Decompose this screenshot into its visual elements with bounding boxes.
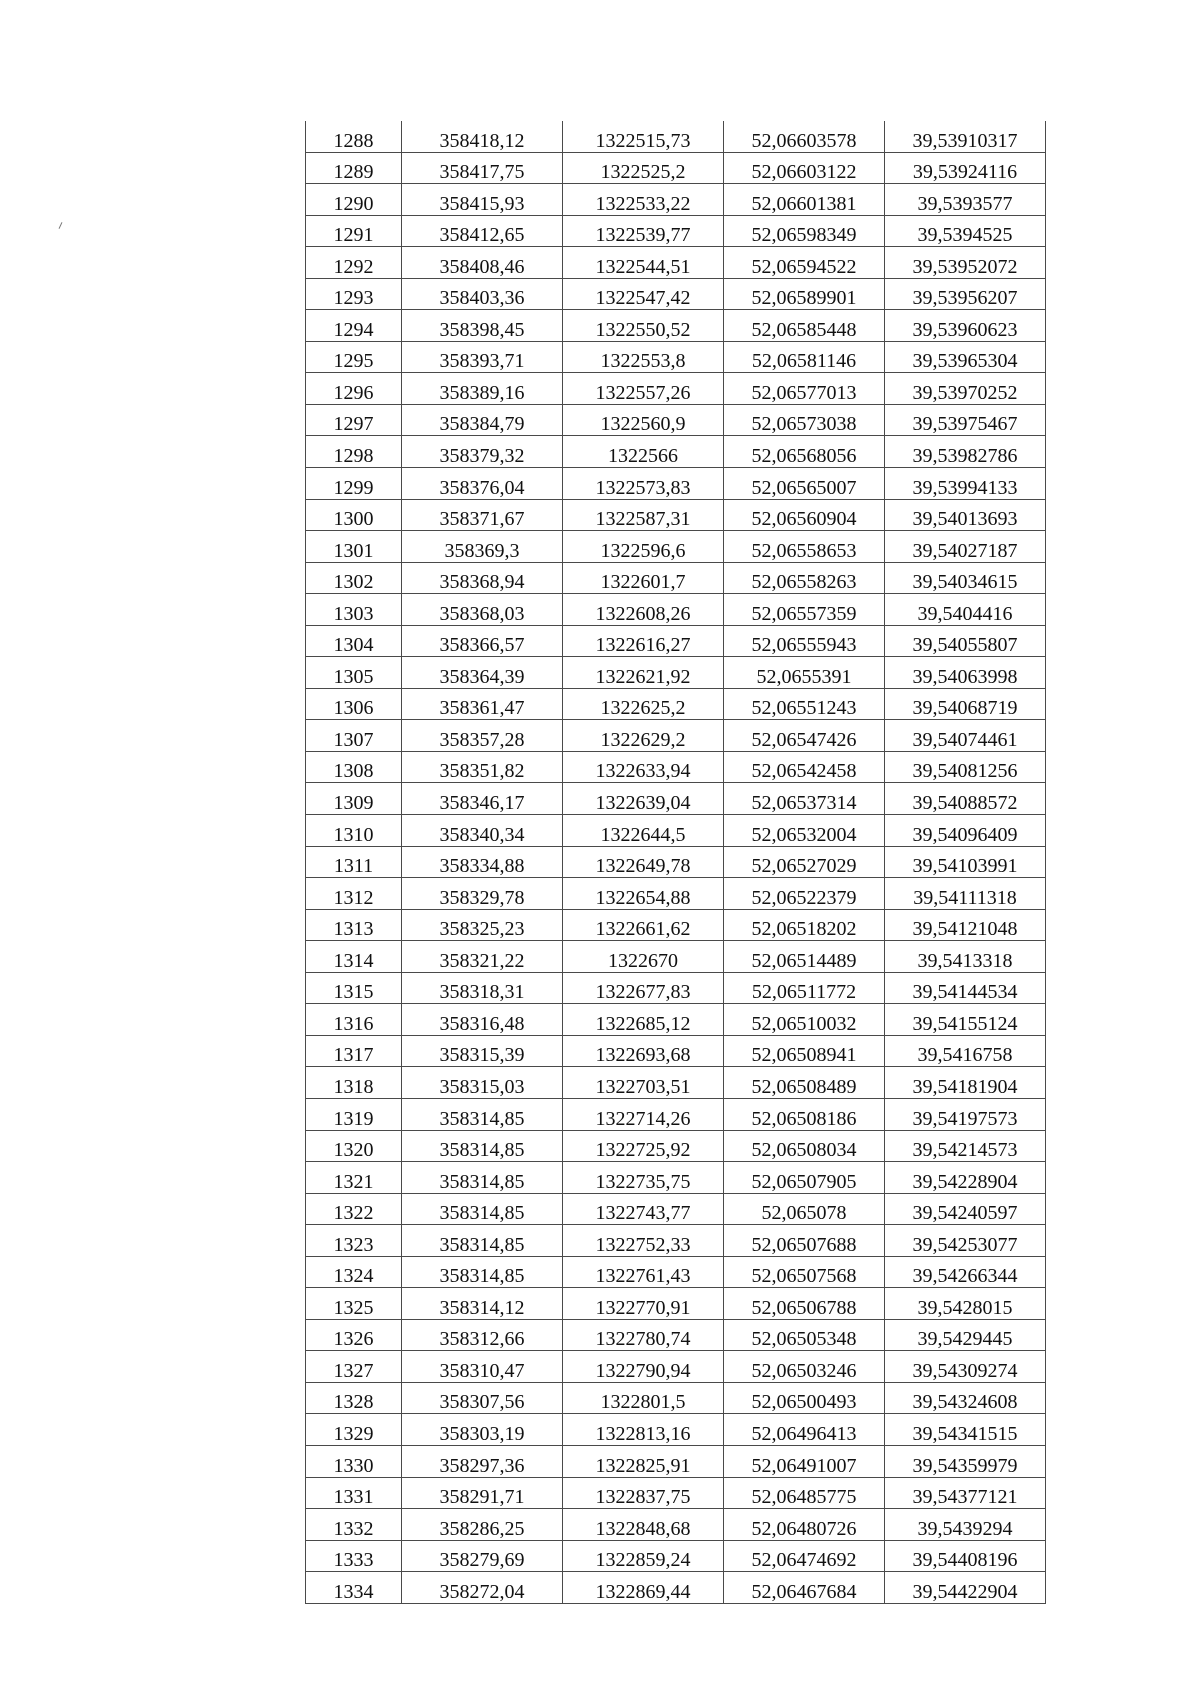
table-row <box>306 278 1046 310</box>
latitude-cell: 52,06581146 <box>724 341 885 373</box>
y-coordinate-cell: 1322837,75 <box>563 1477 724 1509</box>
latitude-cell: 52,06508186 <box>724 1098 885 1130</box>
point-number-cell: 1323 <box>306 1225 402 1257</box>
y-coordinate-cell: 1322670 <box>563 941 724 973</box>
x-coordinate-cell: 358314,85 <box>402 1162 563 1194</box>
longitude-cell: 39,54096409 <box>885 815 1046 847</box>
table-row <box>306 341 1046 373</box>
point-number-cell: 1297 <box>306 404 402 436</box>
table-row <box>306 121 1046 152</box>
x-coordinate-cell: 358314,85 <box>402 1256 563 1288</box>
point-number-cell: 1298 <box>306 436 402 468</box>
x-coordinate-cell: 358286,25 <box>402 1509 563 1541</box>
longitude-cell: 39,54144534 <box>885 972 1046 1004</box>
latitude-cell: 52,06522379 <box>724 878 885 910</box>
latitude-cell: 52,06500493 <box>724 1382 885 1414</box>
y-coordinate-cell: 1322825,91 <box>563 1445 724 1477</box>
table-row <box>306 1319 1046 1351</box>
latitude-cell: 52,06508489 <box>724 1067 885 1099</box>
x-coordinate-cell: 358371,67 <box>402 499 563 531</box>
latitude-cell: 52,06558263 <box>724 562 885 594</box>
table-row <box>306 499 1046 531</box>
latitude-cell: 52,06603122 <box>724 152 885 184</box>
table-row <box>306 468 1046 500</box>
table-row <box>306 1035 1046 1067</box>
longitude-cell: 39,54103991 <box>885 846 1046 878</box>
table-row <box>306 941 1046 973</box>
longitude-cell: 39,53956207 <box>885 278 1046 310</box>
x-coordinate-cell: 358321,22 <box>402 941 563 973</box>
x-coordinate-cell: 358368,94 <box>402 562 563 594</box>
x-coordinate-cell: 358346,17 <box>402 783 563 815</box>
table-row <box>306 184 1046 216</box>
point-number-cell: 1312 <box>306 878 402 910</box>
y-coordinate-cell: 1322547,42 <box>563 278 724 310</box>
x-coordinate-cell: 358314,12 <box>402 1288 563 1320</box>
point-number-cell: 1321 <box>306 1162 402 1194</box>
y-coordinate-cell: 1322621,92 <box>563 657 724 689</box>
table-row <box>306 720 1046 752</box>
longitude-cell: 39,54228904 <box>885 1162 1046 1194</box>
x-coordinate-cell: 358361,47 <box>402 688 563 720</box>
y-coordinate-cell: 1322813,16 <box>563 1414 724 1446</box>
x-coordinate-cell: 358314,85 <box>402 1098 563 1130</box>
point-number-cell: 1316 <box>306 1004 402 1036</box>
latitude-cell: 52,06547426 <box>724 720 885 752</box>
longitude-cell: 39,53975467 <box>885 404 1046 436</box>
table-row <box>306 531 1046 563</box>
longitude-cell: 39,54197573 <box>885 1098 1046 1130</box>
point-number-cell: 1331 <box>306 1477 402 1509</box>
point-number-cell: 1288 <box>306 121 402 152</box>
latitude-cell: 52,06594522 <box>724 247 885 279</box>
point-number-cell: 1322 <box>306 1193 402 1225</box>
table-row <box>306 404 1046 436</box>
latitude-cell: 52,06527029 <box>724 846 885 878</box>
y-coordinate-cell: 1322601,7 <box>563 562 724 594</box>
longitude-cell: 39,54034615 <box>885 562 1046 594</box>
y-coordinate-cell: 1322625,2 <box>563 688 724 720</box>
x-coordinate-cell: 358310,47 <box>402 1351 563 1383</box>
latitude-cell: 52,06537314 <box>724 783 885 815</box>
table-row <box>306 1351 1046 1383</box>
y-coordinate-cell: 1322654,88 <box>563 878 724 910</box>
y-coordinate-cell: 1322616,27 <box>563 625 724 657</box>
x-coordinate-cell: 358279,69 <box>402 1540 563 1572</box>
y-coordinate-cell: 1322703,51 <box>563 1067 724 1099</box>
point-number-cell: 1301 <box>306 531 402 563</box>
y-coordinate-cell: 1322550,52 <box>563 310 724 342</box>
longitude-cell: 39,54341515 <box>885 1414 1046 1446</box>
longitude-cell: 39,54266344 <box>885 1256 1046 1288</box>
x-coordinate-cell: 358364,39 <box>402 657 563 689</box>
latitude-cell: 52,06507568 <box>724 1256 885 1288</box>
point-number-cell: 1317 <box>306 1035 402 1067</box>
table-row <box>306 1477 1046 1509</box>
longitude-cell: 39,5404416 <box>885 594 1046 626</box>
latitude-cell: 52,06480726 <box>724 1509 885 1541</box>
point-number-cell: 1320 <box>306 1130 402 1162</box>
point-number-cell: 1305 <box>306 657 402 689</box>
latitude-cell: 52,06568056 <box>724 436 885 468</box>
y-coordinate-cell: 1322649,78 <box>563 846 724 878</box>
longitude-cell: 39,53910317 <box>885 121 1046 152</box>
point-number-cell: 1306 <box>306 688 402 720</box>
longitude-cell: 39,54214573 <box>885 1130 1046 1162</box>
y-coordinate-cell: 1322515,73 <box>563 121 724 152</box>
x-coordinate-cell: 358312,66 <box>402 1319 563 1351</box>
table-row <box>306 1067 1046 1099</box>
table-row <box>306 1540 1046 1572</box>
longitude-cell: 39,54253077 <box>885 1225 1046 1257</box>
latitude-cell: 52,06577013 <box>724 373 885 405</box>
latitude-cell: 52,06508034 <box>724 1130 885 1162</box>
latitude-cell: 52,06558653 <box>724 531 885 563</box>
x-coordinate-cell: 358303,19 <box>402 1414 563 1446</box>
x-coordinate-cell: 358314,85 <box>402 1130 563 1162</box>
point-number-cell: 1302 <box>306 562 402 594</box>
longitude-cell: 39,53965304 <box>885 341 1046 373</box>
longitude-cell: 39,5413318 <box>885 941 1046 973</box>
y-coordinate-cell: 1322553,8 <box>563 341 724 373</box>
x-coordinate-cell: 358384,79 <box>402 404 563 436</box>
latitude-cell: 52,06518202 <box>724 909 885 941</box>
table-row <box>306 1256 1046 1288</box>
x-coordinate-cell: 358316,48 <box>402 1004 563 1036</box>
longitude-cell: 39,5394525 <box>885 215 1046 247</box>
longitude-cell: 39,53994133 <box>885 468 1046 500</box>
latitude-cell: 52,06508941 <box>724 1035 885 1067</box>
point-number-cell: 1315 <box>306 972 402 1004</box>
latitude-cell: 52,06589901 <box>724 278 885 310</box>
y-coordinate-cell: 1322801,5 <box>563 1382 724 1414</box>
longitude-cell: 39,53970252 <box>885 373 1046 405</box>
point-number-cell: 1333 <box>306 1540 402 1572</box>
x-coordinate-cell: 358314,85 <box>402 1193 563 1225</box>
table-row <box>306 878 1046 910</box>
y-coordinate-cell: 1322573,83 <box>563 468 724 500</box>
y-coordinate-cell: 1322566 <box>563 436 724 468</box>
y-coordinate-cell: 1322761,43 <box>563 1256 724 1288</box>
longitude-cell: 39,54074461 <box>885 720 1046 752</box>
y-coordinate-cell: 1322587,31 <box>563 499 724 531</box>
latitude-cell: 52,06603578 <box>724 121 885 152</box>
point-number-cell: 1308 <box>306 751 402 783</box>
y-coordinate-cell: 1322859,24 <box>563 1540 724 1572</box>
y-coordinate-cell: 1322644,5 <box>563 815 724 847</box>
table-row <box>306 1382 1046 1414</box>
latitude-cell: 52,06551243 <box>724 688 885 720</box>
longitude-cell: 39,54088572 <box>885 783 1046 815</box>
latitude-cell: 52,06560904 <box>724 499 885 531</box>
x-coordinate-cell: 358351,82 <box>402 751 563 783</box>
latitude-cell: 52,06542458 <box>724 751 885 783</box>
longitude-cell: 39,54377121 <box>885 1477 1046 1509</box>
y-coordinate-cell: 1322544,51 <box>563 247 724 279</box>
table-row <box>306 594 1046 626</box>
longitude-cell: 39,54155124 <box>885 1004 1046 1036</box>
longitude-cell: 39,5439294 <box>885 1509 1046 1541</box>
table-row <box>306 1098 1046 1130</box>
point-number-cell: 1314 <box>306 941 402 973</box>
point-number-cell: 1326 <box>306 1319 402 1351</box>
y-coordinate-cell: 1322685,12 <box>563 1004 724 1036</box>
y-coordinate-cell: 1322525,2 <box>563 152 724 184</box>
latitude-cell: 52,06506788 <box>724 1288 885 1320</box>
point-number-cell: 1328 <box>306 1382 402 1414</box>
table-row <box>306 436 1046 468</box>
latitude-cell: 52,06565007 <box>724 468 885 500</box>
longitude-cell: 39,54081256 <box>885 751 1046 783</box>
y-coordinate-cell: 1322714,26 <box>563 1098 724 1130</box>
x-coordinate-cell: 358307,56 <box>402 1382 563 1414</box>
table-row <box>306 688 1046 720</box>
y-coordinate-cell: 1322560,9 <box>563 404 724 436</box>
table-row <box>306 1445 1046 1477</box>
y-coordinate-cell: 1322608,26 <box>563 594 724 626</box>
point-number-cell: 1293 <box>306 278 402 310</box>
x-coordinate-cell: 358314,85 <box>402 1225 563 1257</box>
point-number-cell: 1313 <box>306 909 402 941</box>
longitude-cell: 39,5416758 <box>885 1035 1046 1067</box>
latitude-cell: 52,06503246 <box>724 1351 885 1383</box>
y-coordinate-cell: 1322790,94 <box>563 1351 724 1383</box>
point-number-cell: 1310 <box>306 815 402 847</box>
table-row <box>306 1225 1046 1257</box>
longitude-cell: 39,54309274 <box>885 1351 1046 1383</box>
longitude-cell: 39,53952072 <box>885 247 1046 279</box>
y-coordinate-cell: 1322661,62 <box>563 909 724 941</box>
y-coordinate-cell: 1322869,44 <box>563 1572 724 1604</box>
x-coordinate-cell: 358315,03 <box>402 1067 563 1099</box>
stray-pen-mark <box>59 222 63 229</box>
table-row <box>306 1193 1046 1225</box>
table-row <box>306 152 1046 184</box>
table-row <box>306 1572 1046 1604</box>
table-row <box>306 1288 1046 1320</box>
y-coordinate-cell: 1322633,94 <box>563 751 724 783</box>
x-coordinate-cell: 358412,65 <box>402 215 563 247</box>
latitude-cell: 52,06585448 <box>724 310 885 342</box>
point-number-cell: 1332 <box>306 1509 402 1541</box>
longitude-cell: 39,53960623 <box>885 310 1046 342</box>
longitude-cell: 39,54055807 <box>885 625 1046 657</box>
x-coordinate-cell: 358415,93 <box>402 184 563 216</box>
latitude-cell: 52,06598349 <box>724 215 885 247</box>
table-row <box>306 310 1046 342</box>
y-coordinate-cell: 1322533,22 <box>563 184 724 216</box>
latitude-cell: 52,06510032 <box>724 1004 885 1036</box>
y-coordinate-cell: 1322557,26 <box>563 373 724 405</box>
table-row <box>306 657 1046 689</box>
point-number-cell: 1309 <box>306 783 402 815</box>
latitude-cell: 52,06507688 <box>724 1225 885 1257</box>
x-coordinate-cell: 358389,16 <box>402 373 563 405</box>
latitude-cell: 52,06485775 <box>724 1477 885 1509</box>
point-number-cell: 1319 <box>306 1098 402 1130</box>
y-coordinate-cell: 1322848,68 <box>563 1509 724 1541</box>
x-coordinate-cell: 358403,36 <box>402 278 563 310</box>
x-coordinate-cell: 358366,57 <box>402 625 563 657</box>
x-coordinate-cell: 358297,36 <box>402 1445 563 1477</box>
point-number-cell: 1307 <box>306 720 402 752</box>
longitude-cell: 39,54121048 <box>885 909 1046 941</box>
longitude-cell: 39,54013693 <box>885 499 1046 531</box>
longitude-cell: 39,54359979 <box>885 1445 1046 1477</box>
point-number-cell: 1295 <box>306 341 402 373</box>
y-coordinate-cell: 1322780,74 <box>563 1319 724 1351</box>
y-coordinate-cell: 1322677,83 <box>563 972 724 1004</box>
x-coordinate-cell: 358329,78 <box>402 878 563 910</box>
x-coordinate-cell: 358418,12 <box>402 121 563 152</box>
point-number-cell: 1296 <box>306 373 402 405</box>
longitude-cell: 39,5429445 <box>885 1319 1046 1351</box>
x-coordinate-cell: 358291,71 <box>402 1477 563 1509</box>
table-row <box>306 846 1046 878</box>
x-coordinate-cell: 358368,03 <box>402 594 563 626</box>
y-coordinate-cell: 1322770,91 <box>563 1288 724 1320</box>
latitude-cell: 52,06557359 <box>724 594 885 626</box>
point-number-cell: 1299 <box>306 468 402 500</box>
longitude-cell: 39,54027187 <box>885 531 1046 563</box>
table-row <box>306 247 1046 279</box>
x-coordinate-cell: 358325,23 <box>402 909 563 941</box>
point-number-cell: 1294 <box>306 310 402 342</box>
point-number-cell: 1303 <box>306 594 402 626</box>
latitude-cell: 52,06491007 <box>724 1445 885 1477</box>
y-coordinate-cell: 1322596,6 <box>563 531 724 563</box>
table-row <box>306 972 1046 1004</box>
point-number-cell: 1289 <box>306 152 402 184</box>
longitude-cell: 39,54111318 <box>885 878 1046 910</box>
y-coordinate-cell: 1322752,33 <box>563 1225 724 1257</box>
latitude-cell: 52,06555943 <box>724 625 885 657</box>
y-coordinate-cell: 1322639,04 <box>563 783 724 815</box>
point-number-cell: 1324 <box>306 1256 402 1288</box>
point-number-cell: 1318 <box>306 1067 402 1099</box>
table-row <box>306 783 1046 815</box>
latitude-cell: 52,06532004 <box>724 815 885 847</box>
y-coordinate-cell: 1322735,75 <box>563 1162 724 1194</box>
table-row <box>306 1004 1046 1036</box>
y-coordinate-cell: 1322539,77 <box>563 215 724 247</box>
longitude-cell: 39,54063998 <box>885 657 1046 689</box>
point-number-cell: 1329 <box>306 1414 402 1446</box>
table-row <box>306 815 1046 847</box>
x-coordinate-cell: 358408,46 <box>402 247 563 279</box>
x-coordinate-cell: 358315,39 <box>402 1035 563 1067</box>
latitude-cell: 52,06514489 <box>724 941 885 973</box>
y-coordinate-cell: 1322743,77 <box>563 1193 724 1225</box>
latitude-cell: 52,06601381 <box>724 184 885 216</box>
point-number-cell: 1330 <box>306 1445 402 1477</box>
point-number-cell: 1290 <box>306 184 402 216</box>
table-row <box>306 625 1046 657</box>
longitude-cell: 39,54240597 <box>885 1193 1046 1225</box>
x-coordinate-cell: 358376,04 <box>402 468 563 500</box>
table-row <box>306 1162 1046 1194</box>
point-number-cell: 1327 <box>306 1351 402 1383</box>
latitude-cell: 52,065078 <box>724 1193 885 1225</box>
y-coordinate-cell: 1322629,2 <box>563 720 724 752</box>
latitude-cell: 52,06507905 <box>724 1162 885 1194</box>
longitude-cell: 39,5428015 <box>885 1288 1046 1320</box>
point-number-cell: 1334 <box>306 1572 402 1604</box>
coordinates-table <box>305 121 1046 1604</box>
x-coordinate-cell: 358334,88 <box>402 846 563 878</box>
point-number-cell: 1292 <box>306 247 402 279</box>
table-row <box>306 373 1046 405</box>
x-coordinate-cell: 358340,34 <box>402 815 563 847</box>
latitude-cell: 52,0655391 <box>724 657 885 689</box>
x-coordinate-cell: 358379,32 <box>402 436 563 468</box>
x-coordinate-cell: 358357,28 <box>402 720 563 752</box>
latitude-cell: 52,06496413 <box>724 1414 885 1446</box>
latitude-cell: 52,06573038 <box>724 404 885 436</box>
x-coordinate-cell: 358393,71 <box>402 341 563 373</box>
point-number-cell: 1325 <box>306 1288 402 1320</box>
y-coordinate-cell: 1322693,68 <box>563 1035 724 1067</box>
x-coordinate-cell: 358369,3 <box>402 531 563 563</box>
table-row <box>306 1130 1046 1162</box>
latitude-cell: 52,06474692 <box>724 1540 885 1572</box>
table-row <box>306 751 1046 783</box>
longitude-cell: 39,54181904 <box>885 1067 1046 1099</box>
y-coordinate-cell: 1322725,92 <box>563 1130 724 1162</box>
point-number-cell: 1291 <box>306 215 402 247</box>
longitude-cell: 39,53982786 <box>885 436 1046 468</box>
table-row <box>306 909 1046 941</box>
longitude-cell: 39,53924116 <box>885 152 1046 184</box>
x-coordinate-cell: 358318,31 <box>402 972 563 1004</box>
latitude-cell: 52,06505348 <box>724 1319 885 1351</box>
latitude-cell: 52,06467684 <box>724 1572 885 1604</box>
x-coordinate-cell: 358398,45 <box>402 310 563 342</box>
point-number-cell: 1304 <box>306 625 402 657</box>
table-row <box>306 1414 1046 1446</box>
point-number-cell: 1300 <box>306 499 402 531</box>
longitude-cell: 39,54324608 <box>885 1382 1046 1414</box>
x-coordinate-cell: 358417,75 <box>402 152 563 184</box>
table-row <box>306 215 1046 247</box>
table-row <box>306 562 1046 594</box>
coordinates-table-body <box>306 121 1046 1603</box>
longitude-cell: 39,5393577 <box>885 184 1046 216</box>
x-coordinate-cell: 358272,04 <box>402 1572 563 1604</box>
longitude-cell: 39,54422904 <box>885 1572 1046 1604</box>
longitude-cell: 39,54408196 <box>885 1540 1046 1572</box>
table-row <box>306 1509 1046 1541</box>
latitude-cell: 52,06511772 <box>724 972 885 1004</box>
longitude-cell: 39,54068719 <box>885 688 1046 720</box>
point-number-cell: 1311 <box>306 846 402 878</box>
